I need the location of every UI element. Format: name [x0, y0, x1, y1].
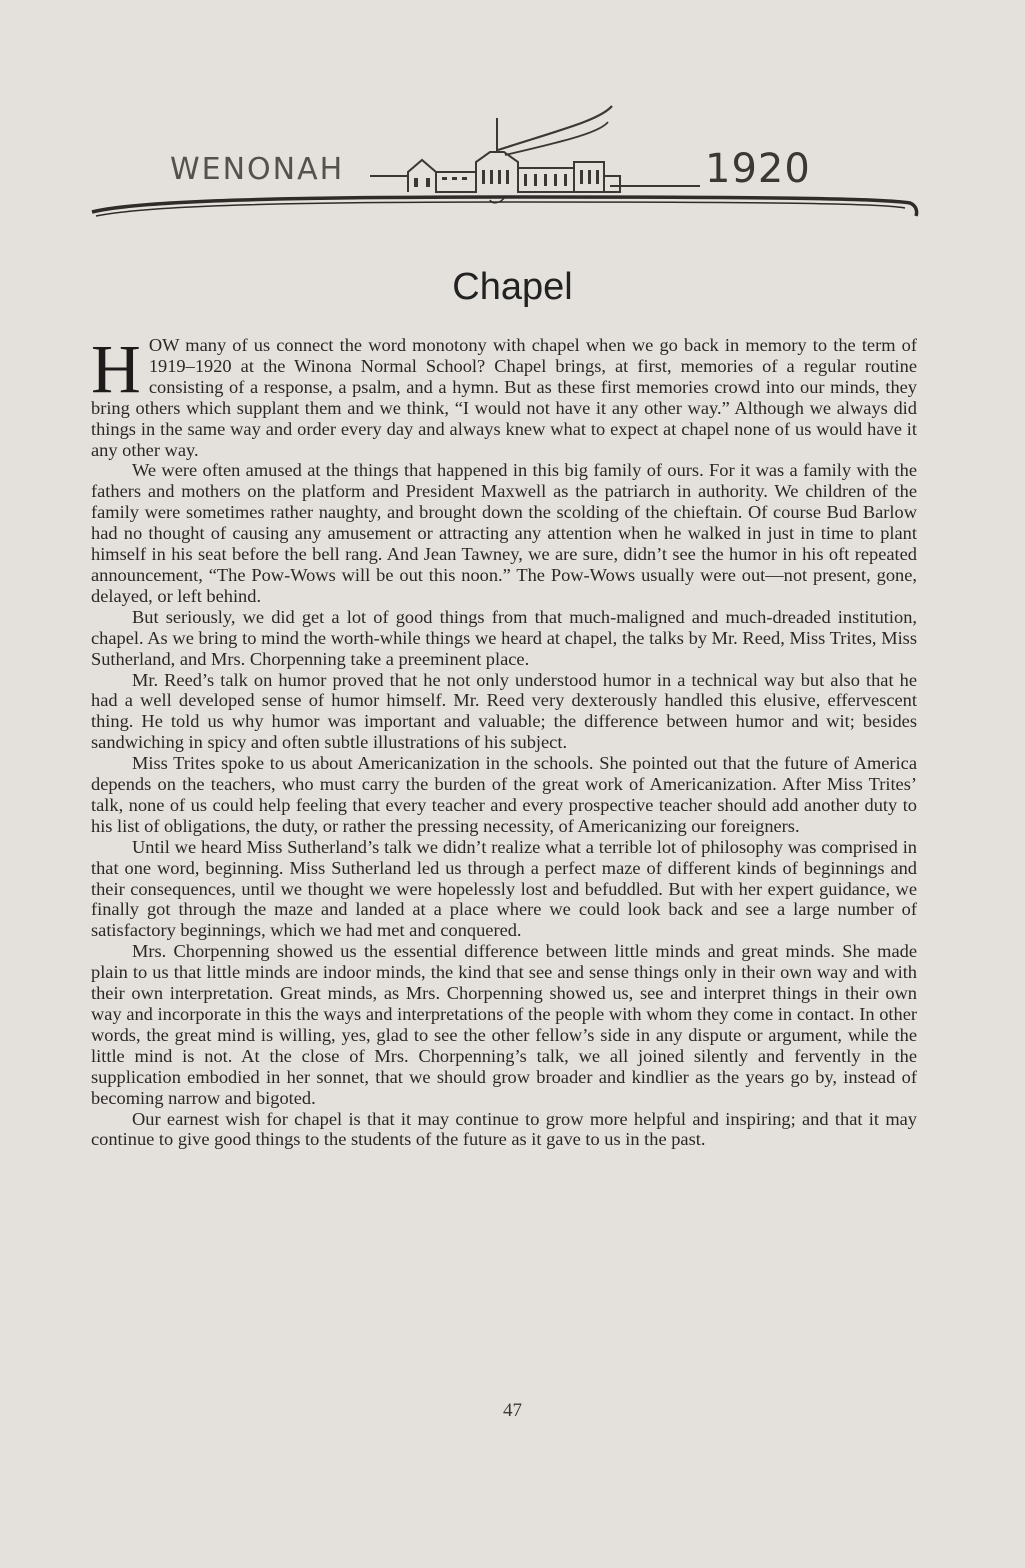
paragraph: We were often amused at the things that happened in this big family of ours. For it was a family with the fathers and mothers on the platform and President Maxwell as the patriarch in authority. We children of the family were sometimes rather naughty, and brought down the scolding of the chieftain. Of course Bud Barlow had no thought of causing any amusement or attracting any attention when he walked in just in time to plant himself in his seat before the bell rang. And Jean Tawney, we are sure, didn’t see the humor in his oft repeated announcement, “The Pow-Wows will be out this noon.” The Pow-Wows usually were out—not present, gone, delayed, or left behind. [91, 460, 917, 606]
paragraph: Miss Trites spoke to us about Americanization in the schools. She pointed out that the future of America depends on the teachers, who must carry the burden of the great work of Americanization. After Miss Trites’ talk, none of us could help feeling that every teacher and every prospective teacher should add another duty to his list of obligations, the duty, or rather the pressing necessity, of Americanizing our foreigners. [91, 753, 917, 836]
page-title: Chapel [452, 266, 573, 308]
page-number: 47 [503, 1400, 522, 1421]
running-year: 1920 [705, 146, 811, 192]
drop-cap: H [91, 331, 141, 407]
paragraph: Mr. Reed’s talk on humor proved that he not only understood humor in a technical way but also that he had a well developed sense of humor himself. Mr. Reed very dexterously handled this elusive, effervescent thing. He told us why humor was important and valuable; the difference between humor and wit; besides sandwiching in spicy and often subtle illustrations of his subject. [91, 669, 917, 753]
article-body [91, 331, 917, 1150]
paragraph: Our earnest wish for chapel is that it may continue to grow more helpful and inspiring; and that it may continue to give good things to the students of the future as it gave to us in the past. [91, 1108, 917, 1150]
decorative-rule-icon [0, 0, 1025, 240]
paragraph: HOW many of us connect the word monotony with chapel when we go back in memory to the term of 1919–1920 at the Winona Normal School? Chapel brings, at first, memories of a regular routine consisting of a response, a psalm, and a hymn. But as these first memories crowd into our minds, they bring others which supplant them and we think, “I would not have it any other way.” Although we always did things in the same way and order every day and always knew what to expect at chapel none of us would have it any other way. [91, 331, 917, 460]
running-title: WENONAH [170, 152, 345, 187]
page-header [0, 0, 1025, 240]
paragraph: But seriously, we did get a lot of good things from that much-maligned and much-dreaded institution, chapel. As we bring to mind the worth-while things we heard at chapel, the talks by Mr. Reed, Miss Trites, Miss Sutherland, and Mrs. Chorpenning take a preeminent place. [91, 606, 917, 669]
paragraph: Until we heard Miss Sutherland’s talk we didn’t realize what a terrible lot of philosophy was comprised in that one word, beginning. Miss Sutherland led us through a perfect maze of different kinds of beginnings and their consequences, until we thought we were hopelessly lost and befuddled. But with her expert guidance, we finally got through the maze and landed at a place where we could look back and see a large number of satisfactory beginnings, which we had met and conquered. [91, 836, 917, 941]
paragraph: Mrs. Chorpenning showed us the essential difference between little minds and great minds. She made plain to us that little minds are indoor minds, the kind that see and sense things only in their own way and with their own interpretation. Great minds, as Mrs. Chorpenning showed us, see and interpret things in their own way and incorporate in this the ways and interpretations of the people with whom they come in contact. In other words, the great mind is willing, yes, glad to see the other fellow’s side in any dispute or argument, while the little mind is not. At the close of Mrs. Chorpenning’s talk, we all joined silently and fervently in the supplication embodied in her sonnet, that we should grow broader and kindlier as the years go by, instead of becoming narrow and bigoted. [91, 941, 917, 1108]
